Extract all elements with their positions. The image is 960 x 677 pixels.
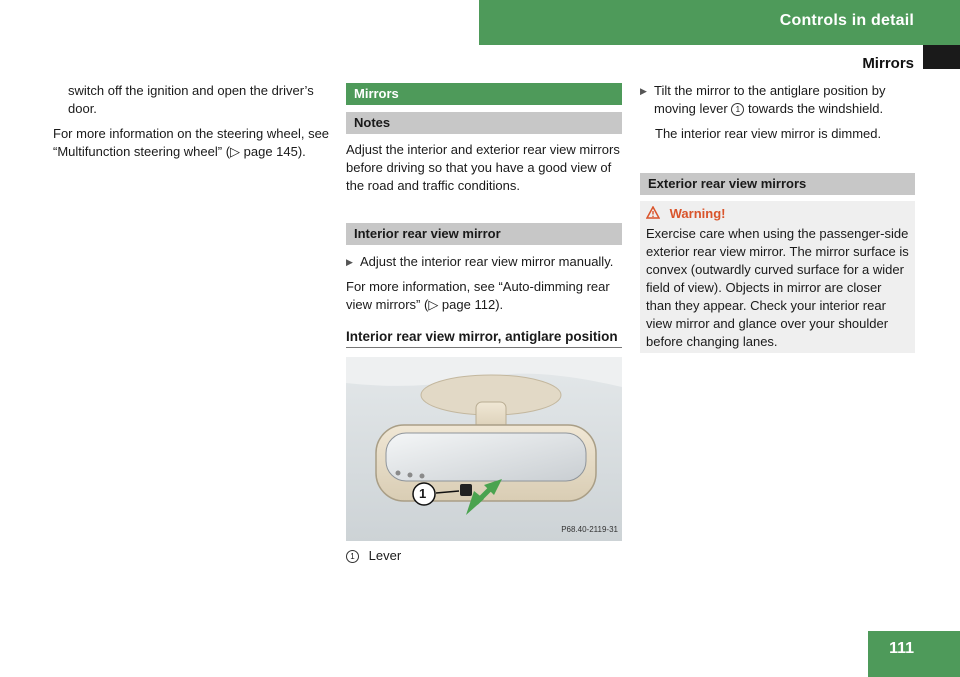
right-column bbox=[640, 82, 915, 353]
interior-mirror-bar: Interior rear view mirror bbox=[346, 223, 622, 245]
warning-heading bbox=[646, 205, 909, 223]
dimmed-text: The interior rear view mirror is dimmed. bbox=[655, 126, 882, 141]
exterior-mirrors-bar: Exterior rear view mirrors bbox=[640, 173, 915, 195]
warning-triangle-icon bbox=[646, 206, 660, 219]
page-number: 111 bbox=[889, 640, 914, 657]
callout-number-icon: 1 bbox=[346, 550, 359, 563]
chapter-title: Controls in detail bbox=[779, 12, 914, 29]
figure-caption bbox=[346, 547, 622, 565]
warning-title: Warning! bbox=[669, 206, 726, 221]
notes-bar: Notes bbox=[346, 112, 622, 134]
mirror-illustration bbox=[346, 357, 622, 541]
warning-box bbox=[640, 201, 915, 353]
continued-text: switch off the ignition and open the driver’s door. bbox=[68, 83, 314, 116]
page-number-box bbox=[868, 631, 960, 677]
section-title: Mirrors bbox=[862, 55, 914, 72]
caption-label: Lever bbox=[368, 548, 402, 563]
figure-callout-number: 1 bbox=[419, 486, 427, 501]
mirror-figure bbox=[346, 357, 622, 541]
warning-text: Exercise care when using the passenger-side exterior rear view mirror. The mirror surface is convex (outwardly curved surface for a wider field of view). Objects in mirror are closer than they appear. Check your interior rear view mirror and glance over your shoulder before changing lanes. bbox=[646, 226, 909, 349]
mirrors-section-bar: Mirrors bbox=[346, 83, 622, 105]
steering-info-text: For more information on the steering wheel, see “Multifunction steering wheel” (▷ page 145). bbox=[53, 126, 330, 159]
notes-text: Adjust the interior and exterior rear view mirrors before driving so that you have a good view of the road and traffic conditions. bbox=[346, 142, 620, 193]
section-tab-marker bbox=[923, 45, 960, 69]
figure-code: P68.40-2119-31 bbox=[561, 525, 618, 534]
tilt-text-before: Tilt the mirror to the antiglare position by moving lever bbox=[654, 83, 886, 116]
callout-number-icon: 1 bbox=[731, 103, 744, 116]
arrow-bullet-icon: ▶ bbox=[640, 86, 647, 96]
auto-dimming-info: For more information, see “Auto-dimming rear view mirrors” (▷ page 112). bbox=[346, 279, 610, 312]
middle-column bbox=[346, 83, 622, 565]
arrow-bullet-icon: ▶ bbox=[346, 257, 353, 267]
adjust-bullet-text: Adjust the interior rear view mirror manually. bbox=[360, 254, 614, 269]
antiglare-subheading: Interior rear view mirror, antiglare position bbox=[346, 328, 622, 348]
left-column bbox=[53, 82, 333, 161]
tilt-bullet bbox=[640, 82, 915, 118]
adjust-bullet bbox=[346, 253, 622, 271]
tilt-text-after: towards the windshield. bbox=[747, 101, 884, 116]
